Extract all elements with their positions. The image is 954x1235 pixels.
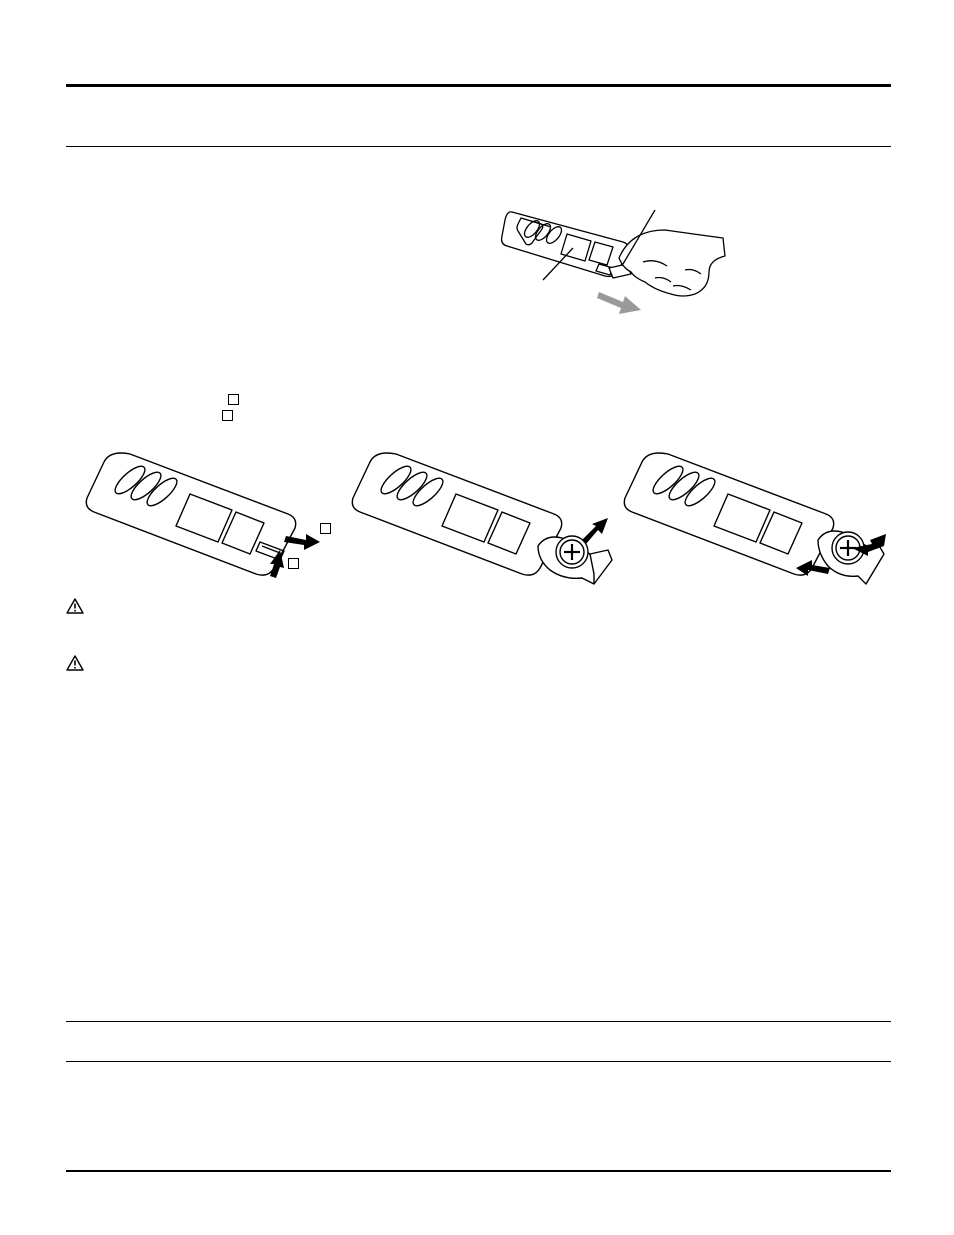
figure-remove-insulation-sheet bbox=[495, 198, 735, 318]
section-rule-lower bbox=[66, 1061, 891, 1062]
figure-step-remove-battery bbox=[350, 450, 620, 585]
step-marker-box bbox=[222, 410, 233, 421]
warning-triangle-icon bbox=[66, 598, 84, 614]
warning-triangle-icon bbox=[66, 655, 84, 671]
step-marker-box bbox=[288, 558, 299, 569]
step-marker-box bbox=[228, 394, 239, 405]
header-rule bbox=[66, 146, 891, 147]
step-marker-box bbox=[320, 523, 331, 534]
footer-heavy-rule bbox=[66, 1170, 891, 1172]
figure-step-pull-out-holder bbox=[84, 450, 344, 580]
figure-step-insert-battery bbox=[622, 450, 892, 585]
section-rule-upper bbox=[66, 1021, 891, 1022]
top-heavy-rule bbox=[66, 84, 891, 87]
